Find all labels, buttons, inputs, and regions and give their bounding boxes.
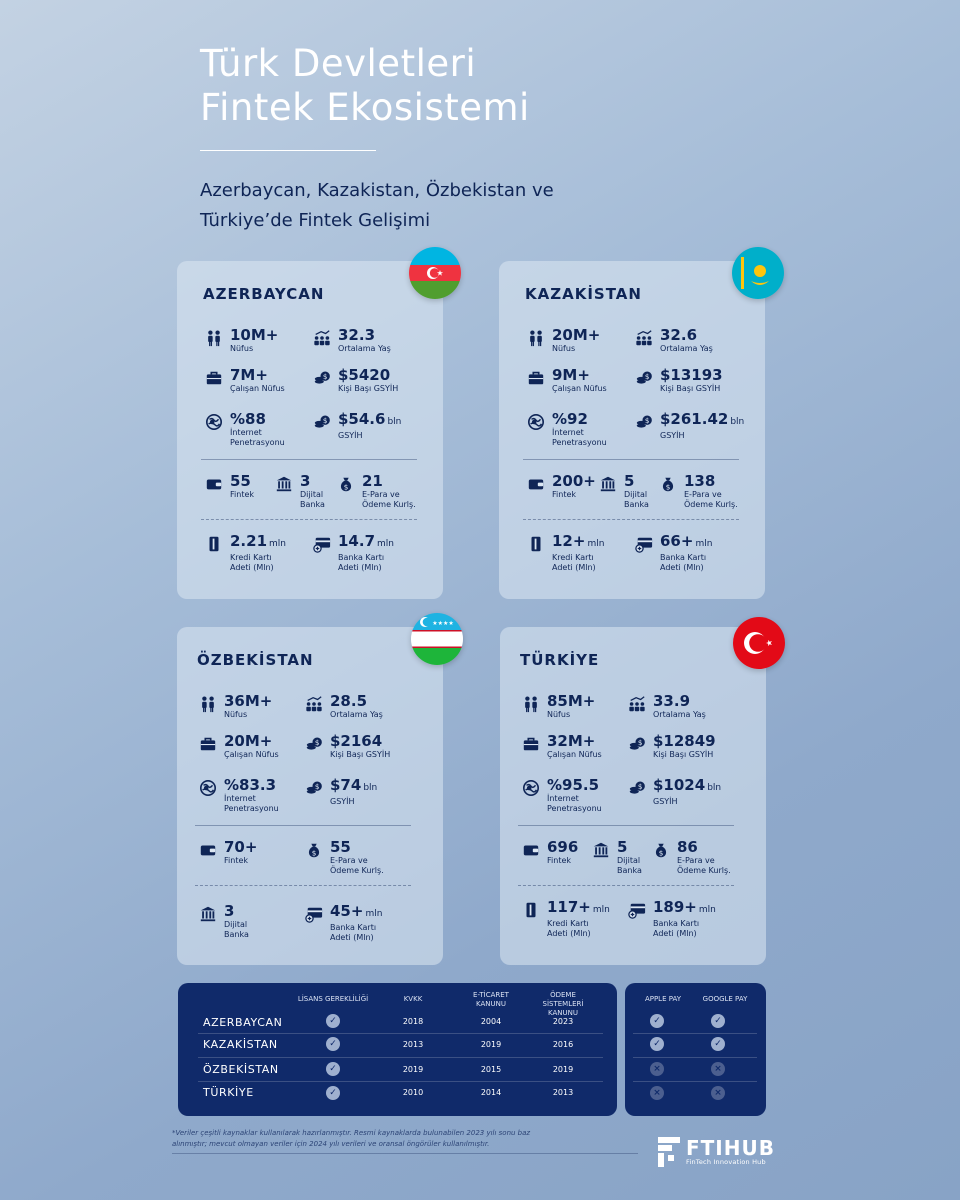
table-row-country: KAZAKİSTAN (203, 1038, 278, 1051)
stat-label: İnternet (547, 794, 579, 803)
ftihub-logo (656, 1135, 775, 1169)
stat-label: Banka Kartı (338, 553, 385, 562)
stat-label: Dijital (224, 920, 248, 929)
stat-digital-bank (592, 839, 642, 876)
stat-value: 32.3 (338, 326, 376, 344)
stat-fintech (205, 473, 254, 500)
stat-value: 12+ (552, 532, 586, 550)
stat-label: Ortalama Yaş (653, 710, 706, 719)
stat-value: 10M+ (230, 326, 279, 344)
stat-value: 45+ (330, 902, 364, 920)
stat-bank-cards (635, 533, 712, 573)
stat-label: E-Para ve (362, 490, 400, 499)
column-header-line: KANUNU (476, 1000, 506, 1008)
stat-label: Adeti (Mln) (552, 563, 596, 572)
bank-card-icon (305, 905, 323, 923)
logo-subtitle: FinTech Innovation Hub (686, 1158, 766, 1166)
globe-icon (199, 779, 217, 797)
section-divider (195, 825, 411, 826)
cross-icon: × (711, 1086, 725, 1100)
stat-value: 20M+ (224, 732, 273, 750)
stat-label: Ortalama Yaş (660, 344, 713, 353)
stat-unit: mln (592, 905, 610, 915)
stat-population (522, 693, 595, 720)
stat-label: Adeti (Mln) (230, 563, 274, 572)
country-card-azerbaijan (177, 261, 443, 599)
stat-fintech (522, 839, 578, 866)
stat-credit-cards (205, 533, 286, 573)
briefcase-icon (522, 735, 540, 753)
page-subtitle (200, 176, 620, 236)
stat-gdp (305, 777, 377, 807)
stat-internet (205, 411, 285, 448)
stat-value: %88 (230, 410, 266, 428)
check-icon: ✓ (711, 1014, 725, 1028)
globe-icon (527, 413, 545, 431)
stat-label: Ödeme Kurlş. (684, 500, 738, 509)
stat-value: $2164 (330, 732, 383, 750)
coins-icon (313, 413, 331, 431)
stat-value: 14.7 (338, 532, 376, 550)
stat-avg-age (305, 693, 383, 720)
stat-avg-age (635, 327, 713, 354)
stat-value: 3 (224, 902, 235, 920)
people-icon (205, 329, 223, 347)
stat-credit-cards (527, 533, 604, 573)
country-card-uzbekistan (177, 627, 443, 965)
stat-label: E-Para ve (330, 856, 368, 865)
stat-label: Banka (624, 500, 649, 509)
table-row-country: TÜRKİYE (203, 1086, 254, 1099)
people-icon (199, 695, 217, 713)
table-row-country: ÖZBEKİSTAN (203, 1063, 279, 1076)
table-cell: 2004 (480, 1017, 502, 1026)
wallet-icon (205, 475, 223, 493)
stat-gdp (313, 411, 401, 441)
stat-internet (527, 411, 607, 448)
title-divider (200, 150, 376, 151)
footnote (172, 1128, 612, 1150)
section-divider (523, 459, 739, 460)
crowd-icon (313, 329, 331, 347)
credit-card-icon (205, 535, 223, 553)
check-icon: ✓ (650, 1014, 664, 1028)
check-icon: ✓ (326, 1037, 340, 1051)
table-cell: 2014 (480, 1088, 502, 1097)
stat-avg-age (628, 693, 706, 720)
stat-unit: bln (363, 783, 378, 793)
stat-label: İnternet (224, 794, 256, 803)
coins-icon (628, 779, 646, 797)
stat-label: Banka (617, 866, 642, 875)
bank-card-icon (628, 901, 646, 919)
stat-value: $13193 (660, 366, 723, 384)
people-icon (522, 695, 540, 713)
stat-unit: mln (269, 539, 286, 549)
stat-unit: bln (730, 417, 745, 427)
stat-value: 85M+ (547, 692, 596, 710)
coins-icon (635, 369, 653, 387)
crowd-icon (305, 695, 323, 713)
stat-value: 696 (547, 838, 579, 856)
briefcase-icon (199, 735, 217, 753)
check-icon: ✓ (711, 1037, 725, 1051)
stat-label: GSYİH (660, 431, 685, 440)
stat-value: 32.6 (660, 326, 698, 344)
subtitle-line2: Türkiye’de Fintek Gelişimi (200, 210, 431, 231)
stat-internet (199, 777, 279, 814)
column-header-payment (528, 991, 598, 1018)
table-cell: 2013 (552, 1088, 574, 1097)
table-cell: 2016 (552, 1040, 574, 1049)
stat-label: Banka Kartı (660, 553, 707, 562)
stat-gdp-per-capita (635, 367, 723, 394)
subtitle-line1: Azerbaycan, Kazakistan, Özbekistan ve (200, 180, 554, 201)
cross-icon: × (650, 1086, 664, 1100)
stat-value: 36M+ (224, 692, 273, 710)
column-header-ecommerce (456, 991, 526, 1009)
section-divider (201, 519, 417, 520)
stat-unit: mln (365, 909, 383, 919)
check-icon: ✓ (326, 1014, 340, 1028)
stat-label: Adeti (Mln) (330, 933, 374, 942)
stat-value: 20M+ (552, 326, 601, 344)
briefcase-icon (527, 369, 545, 387)
stat-label: Banka Kartı (330, 923, 377, 932)
stat-label: Çalışan Nüfus (552, 384, 607, 393)
bank-icon (199, 905, 217, 923)
cross-icon: × (711, 1062, 725, 1076)
money-bag-icon (305, 841, 323, 859)
check-icon: ✓ (326, 1062, 340, 1076)
stat-gdp (635, 411, 744, 441)
stat-label: Çalışan Nüfus (224, 750, 279, 759)
stat-label: Fintek (230, 490, 255, 499)
stat-label: Ortalama Yaş (330, 710, 383, 719)
bank-card-icon (635, 535, 653, 553)
column-header-line: SİSTEMLERİ KANUNU (542, 1000, 584, 1017)
stat-gdp-per-capita (305, 733, 390, 760)
row-divider (633, 1033, 757, 1034)
stat-value: 21 (362, 472, 383, 490)
stat-value: 7M+ (230, 366, 268, 384)
stat-value: 55 (330, 838, 351, 856)
stat-label: Penetrasyonu (224, 804, 279, 813)
stat-value: 33.9 (653, 692, 691, 710)
stat-label: Dijital (300, 490, 324, 499)
stat-epara (305, 839, 384, 876)
stat-gdp-per-capita (313, 367, 398, 394)
stat-value: 32M+ (547, 732, 596, 750)
row-divider (633, 1057, 757, 1058)
country-name: AZERBAYCAN (203, 285, 325, 303)
stat-epara (652, 839, 731, 876)
stat-value: 189+ (653, 898, 697, 916)
stat-label: Kredi Kartı (547, 919, 589, 928)
stat-label: Banka (224, 930, 249, 939)
stat-label: Penetrasyonu (552, 438, 607, 447)
stat-label: E-Para ve (684, 490, 722, 499)
stat-label: Fintek (547, 856, 572, 865)
column-header-apple-pay: APPLE PAY (644, 995, 682, 1003)
stat-value: %95.5 (547, 776, 600, 794)
stat-fintech (527, 473, 596, 500)
stat-gdp (628, 777, 721, 807)
wallet-icon (527, 475, 545, 493)
credit-card-icon (522, 901, 540, 919)
stat-label: Fintek (224, 856, 249, 865)
stat-unit: mln (698, 905, 716, 915)
section-divider (523, 519, 739, 520)
column-header-google-pay: GOOGLE PAY (702, 995, 748, 1003)
stat-label: İnternet (230, 428, 262, 437)
wallet-icon (199, 841, 217, 859)
stat-digital-bank (275, 473, 325, 510)
stat-label: İnternet (552, 428, 584, 437)
table-cell: 2010 (402, 1088, 424, 1097)
azerbaijan-flag-icon (409, 247, 461, 299)
country-name: TÜRKİYE (520, 651, 600, 669)
section-divider (518, 885, 734, 886)
stat-value: 86 (677, 838, 698, 856)
page-title (200, 42, 530, 130)
stat-label: Dijital (617, 856, 641, 865)
stat-population (199, 693, 272, 720)
wallet-icon (522, 841, 540, 859)
stat-unit: bln (387, 417, 402, 427)
stat-label: Adeti (Mln) (338, 563, 382, 572)
stat-label: Nüfus (547, 710, 571, 719)
stat-label: Kişi Başı GSYİH (653, 750, 714, 759)
stat-population (527, 327, 600, 354)
stat-label: GSYİH (653, 797, 678, 806)
stat-value: 55 (230, 472, 251, 490)
stat-label: GSYİH (330, 797, 355, 806)
stat-avg-age (313, 327, 391, 354)
stat-unit: mln (587, 539, 605, 549)
stat-label: Nüfus (552, 344, 576, 353)
table-cell: 2019 (552, 1065, 574, 1074)
stat-unit: mln (695, 539, 713, 549)
footnote-line: *Veriler çeşitli kaynaklar kullanılarak hazırlanmıştır. Resmi kaynaklarda bulunabilen 2023 yılı sonu baz (172, 1129, 531, 1137)
stat-value: 70+ (224, 838, 258, 856)
regulation-table (178, 983, 617, 1116)
stat-label: Adeti (Mln) (547, 929, 591, 938)
stat-bank-cards (628, 899, 716, 939)
stat-unit: mln (377, 539, 394, 549)
stat-label: GSYİH (338, 431, 363, 440)
check-icon: ✓ (326, 1086, 340, 1100)
stat-digital-bank (599, 473, 649, 510)
column-header-line: E-TİCARET (473, 991, 509, 999)
logo-text: FTIHUB (686, 1136, 775, 1160)
money-bag-icon (337, 475, 355, 493)
stat-label: Çalışan Nüfus (230, 384, 285, 393)
people-icon (527, 329, 545, 347)
stat-epara (659, 473, 738, 510)
stat-label: Kişi Başı GSYİH (660, 384, 721, 393)
table-cell: 2019 (402, 1065, 424, 1074)
money-bag-icon (659, 475, 677, 493)
stat-fintech (199, 839, 257, 866)
stat-label: Çalışan Nüfus (547, 750, 602, 759)
coins-icon (313, 369, 331, 387)
coins-icon (305, 779, 323, 797)
page-title-line2: Fintek Ekosistemi (200, 86, 530, 129)
stat-value: $74 (330, 776, 362, 794)
stat-workforce (205, 367, 285, 394)
table-cell: 2023 (552, 1017, 574, 1026)
stat-label: Kişi Başı GSYİH (338, 384, 399, 393)
stat-epara (337, 473, 416, 510)
stat-value: $5420 (338, 366, 391, 384)
table-row-country: AZERBAYCAN (203, 1016, 283, 1029)
globe-icon (205, 413, 223, 431)
stat-digital-bank (199, 903, 249, 940)
row-divider (198, 1081, 603, 1082)
column-header-kvkk: KVKK (403, 995, 423, 1003)
stat-label: Kredi Kartı (230, 553, 272, 562)
stat-value: 138 (684, 472, 716, 490)
country-name: ÖZBEKİSTAN (197, 651, 314, 669)
crowd-icon (635, 329, 653, 347)
globe-icon (522, 779, 540, 797)
stat-label: Dijital (624, 490, 648, 499)
row-divider (198, 1057, 603, 1058)
stat-credit-cards (522, 899, 610, 939)
footer-divider (172, 1153, 638, 1154)
stat-value: 66+ (660, 532, 694, 550)
crowd-icon (628, 695, 646, 713)
table-cell: 2018 (402, 1017, 424, 1026)
svg-text:★★★★: ★★★★ (432, 620, 454, 627)
bank-icon (599, 475, 617, 493)
wallet-table (625, 983, 766, 1116)
column-header-line: ÖDEME (550, 991, 576, 999)
section-divider (201, 459, 417, 460)
country-name: KAZAKİSTAN (525, 285, 642, 303)
money-bag-icon (652, 841, 670, 859)
stat-workforce (199, 733, 279, 760)
page-title-line1: Türk Devletleri (200, 42, 477, 85)
stat-value: 9M+ (552, 366, 590, 384)
stat-value: %92 (552, 410, 588, 428)
stat-bank-cards (305, 903, 382, 943)
stat-value: 28.5 (330, 692, 368, 710)
cross-icon: × (650, 1062, 664, 1076)
stat-label: Banka (300, 500, 325, 509)
country-card-kazakhstan (499, 261, 765, 599)
stat-label: Penetrasyonu (547, 804, 602, 813)
stat-value: $54.6 (338, 410, 386, 428)
bank-icon (275, 475, 293, 493)
stat-value: 200+ (552, 472, 596, 490)
ftihub-logo-icon (656, 1135, 682, 1169)
stat-value: 5 (617, 838, 628, 856)
stat-label: Kişi Başı GSYİH (330, 750, 391, 759)
bank-icon (592, 841, 610, 859)
table-cell: 2015 (480, 1065, 502, 1074)
coins-icon (305, 735, 323, 753)
stat-internet (522, 777, 602, 814)
stat-value: $1024 (653, 776, 706, 794)
stat-label: Banka Kartı (653, 919, 700, 928)
stat-label: Nüfus (230, 344, 254, 353)
stat-value: 3 (300, 472, 311, 490)
stat-value: $261.42 (660, 410, 729, 428)
turkey-flag-icon (733, 617, 785, 669)
stat-label: Ortalama Yaş (338, 344, 391, 353)
stat-label: Adeti (Mln) (660, 563, 704, 572)
stat-label: Ödeme Kurlş. (677, 866, 731, 875)
uzbekistan-flag-icon (411, 613, 463, 665)
stat-value: 5 (624, 472, 635, 490)
stat-label: E-Para ve (677, 856, 715, 865)
check-icon: ✓ (650, 1037, 664, 1051)
stat-label: Adeti (Mln) (653, 929, 697, 938)
column-header-license: LİSANS GEREKLİLİĞİ (297, 995, 369, 1003)
row-divider (633, 1081, 757, 1082)
stat-label: Fintek (552, 490, 577, 499)
stat-bank-cards (313, 533, 394, 573)
coins-icon (635, 413, 653, 431)
section-divider (195, 885, 411, 886)
stat-value: $12849 (653, 732, 716, 750)
stat-label: Penetrasyonu (230, 438, 285, 447)
bank-card-icon (313, 535, 331, 553)
table-cell: 2019 (480, 1040, 502, 1049)
kazakhstan-flag-icon (732, 247, 784, 299)
country-card-turkey (500, 627, 766, 965)
credit-card-icon (527, 535, 545, 553)
stat-value: 117+ (547, 898, 591, 916)
stat-label: Kredi Kartı (552, 553, 594, 562)
footnote-line: alınmıştır; mevcut olmayan veriler için 2024 yılı verileri ve oransal öngörüler kullanılmıştır. (172, 1140, 490, 1148)
stat-value: %83.3 (224, 776, 277, 794)
stat-population (205, 327, 278, 354)
row-divider (198, 1033, 603, 1034)
stat-workforce (527, 367, 607, 394)
stat-label: Ödeme Kurlş. (362, 500, 416, 509)
table-cell: 2013 (402, 1040, 424, 1049)
stat-gdp-per-capita (628, 733, 716, 760)
coins-icon (628, 735, 646, 753)
stat-value: 2.21 (230, 532, 268, 550)
stat-unit: bln (707, 783, 722, 793)
stat-workforce (522, 733, 602, 760)
briefcase-icon (205, 369, 223, 387)
stat-label: Ödeme Kurlş. (330, 866, 384, 875)
section-divider (518, 825, 734, 826)
stat-label: Nüfus (224, 710, 248, 719)
